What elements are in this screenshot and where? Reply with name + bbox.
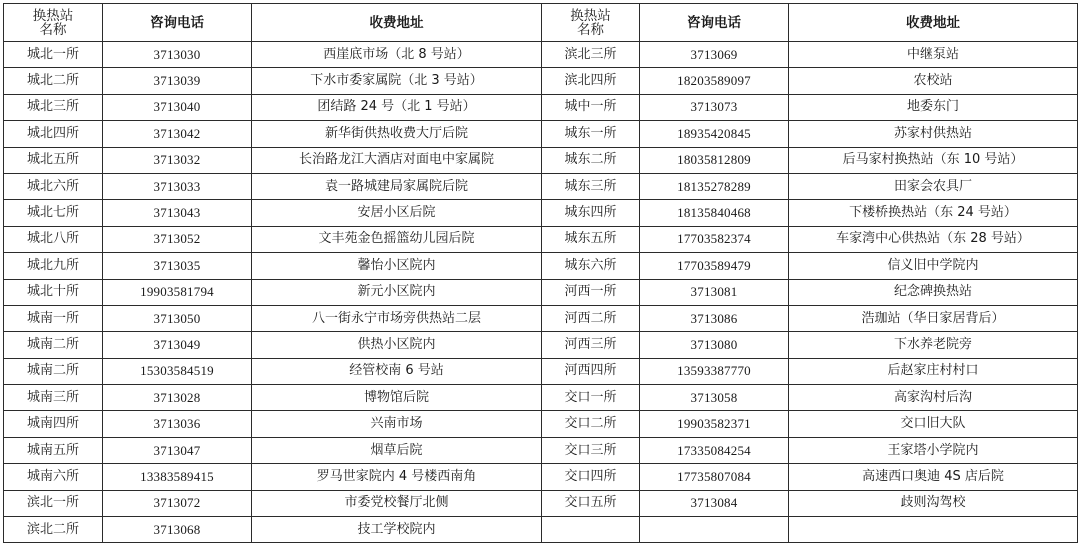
right-phone-cell: 19903582371	[640, 411, 789, 437]
left-address-cell: 安居小区后院	[252, 200, 542, 226]
right-address-cell: 苏家村供热站	[789, 121, 1078, 147]
heating-fee-table	[3, 3, 1078, 543]
right-station-name-cell: 交口四所	[542, 464, 640, 490]
right-address-cell: 后马家村换热站（东 10 号站）	[789, 147, 1078, 173]
left-station-name-cell: 城北七所	[4, 200, 103, 226]
left-station-name-cell: 城南二所	[4, 332, 103, 358]
right-station-name-cell: 河西二所	[542, 305, 640, 331]
right-station-name-cell	[542, 517, 640, 543]
left-address-cell: 八一街永宁市场旁供热站二层	[252, 305, 542, 331]
right-phone-cell: 18135278289	[640, 173, 789, 199]
right-address-cell: 纪念碑换热站	[789, 279, 1078, 305]
table-row	[4, 490, 1078, 516]
right-address-cell: 高家沟村后沟	[789, 385, 1078, 411]
left-station-name-cell: 城南五所	[4, 437, 103, 463]
right-phone-cell: 3713069	[640, 42, 789, 68]
left-station-name-cell: 城南一所	[4, 305, 103, 331]
left-station-name-cell: 城北六所	[4, 173, 103, 199]
right-station-name-cell: 城东六所	[542, 253, 640, 279]
right-phone-cell: 3713086	[640, 305, 789, 331]
right-address-cell	[789, 517, 1078, 543]
right-station-name-cell: 河西三所	[542, 332, 640, 358]
left-phone-cell: 3713042	[103, 121, 252, 147]
right-phone-cell: 17335084254	[640, 437, 789, 463]
right-address-cell: 田家会农具厂	[789, 173, 1078, 199]
table-row	[4, 42, 1078, 68]
table-row	[4, 173, 1078, 199]
right-phone-cell	[640, 517, 789, 543]
right-station-name-cell: 河西四所	[542, 358, 640, 384]
table-row	[4, 332, 1078, 358]
left-phone-cell: 13383589415	[103, 464, 252, 490]
right-phone-cell: 13593387770	[640, 358, 789, 384]
left-address-cell: 市委党校餐厅北侧	[252, 490, 542, 516]
left-address-cell: 罗马世家院内 4 号楼西南角	[252, 464, 542, 490]
left-phone-cell: 3713040	[103, 94, 252, 120]
right-phone-cell: 3713073	[640, 94, 789, 120]
left-station-name-cell: 城北一所	[4, 42, 103, 68]
right-station-name-cell: 交口三所	[542, 437, 640, 463]
left-address-cell: 兴南市场	[252, 411, 542, 437]
table-row	[4, 411, 1078, 437]
right-station-name-cell: 交口五所	[542, 490, 640, 516]
right-address-cell: 后赵家庄村村口	[789, 358, 1078, 384]
right-phone-cell: 3713081	[640, 279, 789, 305]
left-phone-cell: 3713047	[103, 437, 252, 463]
table-row	[4, 385, 1078, 411]
left-address-cell: 新华街供热收费大厅后院	[252, 121, 542, 147]
left-station-name-cell: 城北十所	[4, 279, 103, 305]
right-station-name-cell: 滨北四所	[542, 68, 640, 94]
table-row	[4, 226, 1078, 252]
right-station-name-cell: 城东四所	[542, 200, 640, 226]
left-address-cell: 博物馆后院	[252, 385, 542, 411]
right-address-cell: 下水养老院旁	[789, 332, 1078, 358]
right-phone-cell: 18035812809	[640, 147, 789, 173]
left-station-name-cell: 城北八所	[4, 226, 103, 252]
right-station-name-cell: 交口二所	[542, 411, 640, 437]
header-address-right: 收费地址	[789, 4, 1078, 42]
table-row	[4, 121, 1078, 147]
right-address-cell: 信义旧中学院内	[789, 253, 1078, 279]
right-phone-cell: 17703582374	[640, 226, 789, 252]
left-phone-cell: 3713072	[103, 490, 252, 516]
right-station-name-cell: 滨北三所	[542, 42, 640, 68]
header-row	[4, 4, 1078, 42]
table-row	[4, 437, 1078, 463]
left-address-cell: 新元小区院内	[252, 279, 542, 305]
header-address-left: 收费地址	[252, 4, 542, 42]
table-row	[4, 253, 1078, 279]
left-phone-cell: 3713043	[103, 200, 252, 226]
table-row	[4, 94, 1078, 120]
left-address-cell: 馨怡小区院内	[252, 253, 542, 279]
right-address-cell: 农校站	[789, 68, 1078, 94]
right-address-cell: 交口旧大队	[789, 411, 1078, 437]
left-phone-cell: 3713068	[103, 517, 252, 543]
left-phone-cell: 3713052	[103, 226, 252, 252]
right-address-cell: 下楼桥换热站（东 24 号站）	[789, 200, 1078, 226]
right-address-cell: 车家湾中心供热站（东 28 号站）	[789, 226, 1078, 252]
left-phone-cell: 3713030	[103, 42, 252, 68]
left-address-cell: 技工学校院内	[252, 517, 542, 543]
left-station-name-cell: 城北四所	[4, 121, 103, 147]
right-phone-cell: 18935420845	[640, 121, 789, 147]
right-station-name-cell: 城东二所	[542, 147, 640, 173]
left-station-name-cell: 滨北一所	[4, 490, 103, 516]
right-phone-cell: 18135840468	[640, 200, 789, 226]
left-station-name-cell: 城南六所	[4, 464, 103, 490]
left-phone-cell: 3713028	[103, 385, 252, 411]
header-phone-right: 咨询电话	[640, 4, 789, 42]
left-phone-cell: 19903581794	[103, 279, 252, 305]
left-station-name-cell: 城南三所	[4, 385, 103, 411]
table-row	[4, 68, 1078, 94]
left-address-cell: 烟草后院	[252, 437, 542, 463]
left-station-name-cell: 城北九所	[4, 253, 103, 279]
left-address-cell: 供热小区院内	[252, 332, 542, 358]
right-phone-cell: 18203589097	[640, 68, 789, 94]
left-station-name-cell: 城北五所	[4, 147, 103, 173]
table-row	[4, 279, 1078, 305]
right-phone-cell: 17703589479	[640, 253, 789, 279]
left-address-cell: 团结路 24 号（北 1 号站）	[252, 94, 542, 120]
table-body	[4, 42, 1078, 543]
right-address-cell: 中继泵站	[789, 42, 1078, 68]
right-station-name-cell: 交口一所	[542, 385, 640, 411]
left-address-cell: 文丰苑金色摇篮幼儿园后院	[252, 226, 542, 252]
left-address-cell: 下水市委家属院（北 3 号站）	[252, 68, 542, 94]
left-phone-cell: 3713039	[103, 68, 252, 94]
left-phone-cell: 3713036	[103, 411, 252, 437]
right-address-cell: 地委东门	[789, 94, 1078, 120]
right-phone-cell: 3713080	[640, 332, 789, 358]
right-address-cell: 浩珈站（华日家居背后）	[789, 305, 1078, 331]
right-station-name-cell: 城中一所	[542, 94, 640, 120]
left-address-cell: 长治路龙江大酒店对面电中家属院	[252, 147, 542, 173]
table-row	[4, 147, 1078, 173]
right-station-name-cell: 河西一所	[542, 279, 640, 305]
table-row	[4, 464, 1078, 490]
left-address-cell: 经管校南 6 号站	[252, 358, 542, 384]
right-address-cell: 王家塔小学院内	[789, 437, 1078, 463]
left-station-name-cell: 城北二所	[4, 68, 103, 94]
table-row	[4, 200, 1078, 226]
header-station-left: 换热站 名称	[4, 4, 103, 42]
right-address-cell: 歧则沟驾校	[789, 490, 1078, 516]
left-phone-cell: 3713035	[103, 253, 252, 279]
left-phone-cell: 3713050	[103, 305, 252, 331]
left-address-cell: 袁一路城建局家属院后院	[252, 173, 542, 199]
right-station-name-cell: 城东五所	[542, 226, 640, 252]
right-address-cell: 高速西口奥迪 4S 店后院	[789, 464, 1078, 490]
table-row	[4, 305, 1078, 331]
right-station-name-cell: 城东三所	[542, 173, 640, 199]
left-station-name-cell: 城南二所	[4, 358, 103, 384]
right-phone-cell: 3713084	[640, 490, 789, 516]
right-phone-cell: 3713058	[640, 385, 789, 411]
right-station-name-cell: 城东一所	[542, 121, 640, 147]
table-row	[4, 517, 1078, 543]
header-phone-left: 咨询电话	[103, 4, 252, 42]
left-station-name-cell: 城南四所	[4, 411, 103, 437]
header-station-right: 换热站 名称	[542, 4, 640, 42]
left-phone-cell: 3713033	[103, 173, 252, 199]
left-address-cell: 西崖底市场（北 8 号站）	[252, 42, 542, 68]
table-row	[4, 358, 1078, 384]
left-station-name-cell: 城北三所	[4, 94, 103, 120]
left-station-name-cell: 滨北二所	[4, 517, 103, 543]
left-phone-cell: 15303584519	[103, 358, 252, 384]
left-phone-cell: 3713032	[103, 147, 252, 173]
right-phone-cell: 17735807084	[640, 464, 789, 490]
left-phone-cell: 3713049	[103, 332, 252, 358]
